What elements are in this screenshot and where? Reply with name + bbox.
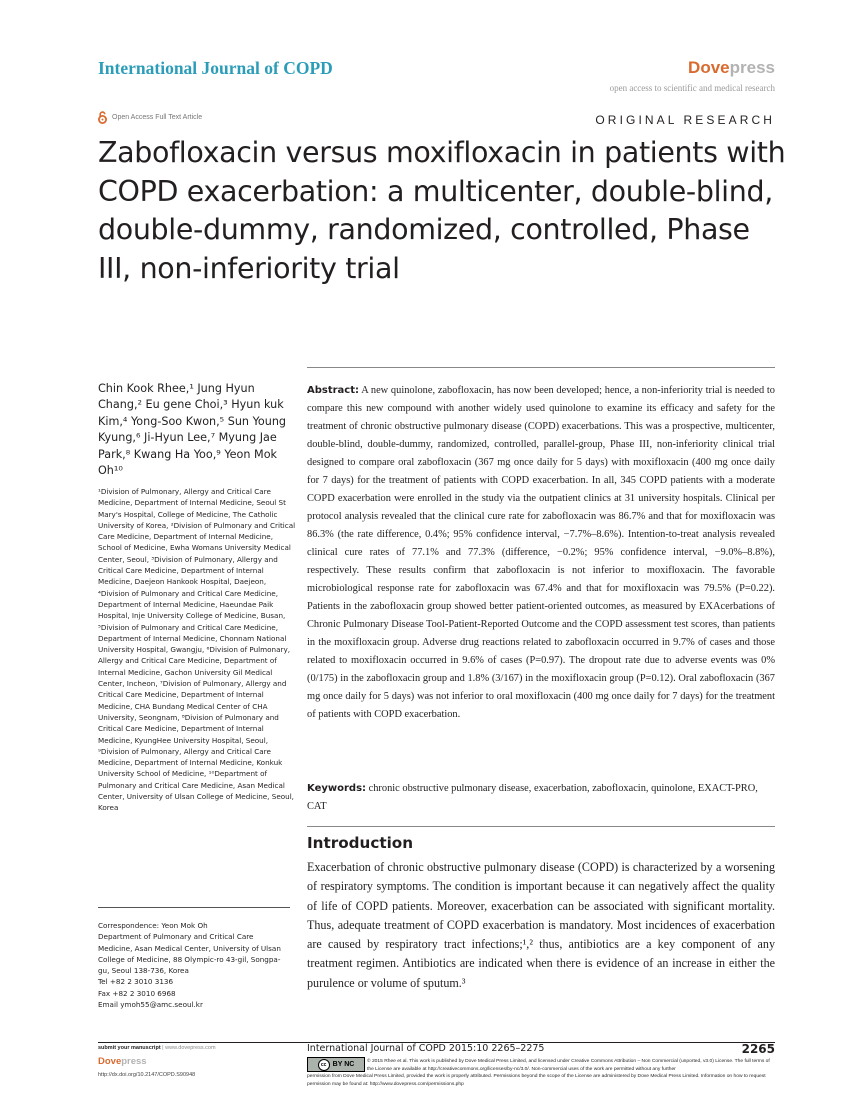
open-access-badge bbox=[98, 111, 202, 124]
divider-correspondence bbox=[98, 907, 290, 908]
abstract-label: Abstract: bbox=[307, 385, 360, 396]
page-number: 2265 bbox=[741, 1042, 775, 1056]
submit-label[interactable]: submit your manuscript bbox=[98, 1045, 161, 1051]
article-type: ORIGINAL RESEARCH bbox=[595, 113, 775, 127]
article-title: Zabofloxacin versus moxifloxacin in patients with COPD exacerbation: a multicenter, double-blind, double-dummy, randomized, controlled, Phase III, non-inferiority trial bbox=[98, 136, 786, 285]
correspondence: Correspondence: Yeon Mok Oh Department of Pulmonary and Critical Care Medicine, Asan Medical Center, University of Ulsan College of Medicine, 88 Olympic-ro 43-gil, Songpa-gu, Seoul 138-736, Korea Tel +82 2 3010 3136 Fax +82 2 3010 6968 Email ymoh55@amc.seoul.kr bbox=[98, 921, 281, 1010]
keywords-label: Keywords: bbox=[307, 783, 367, 794]
journal-name: International Journal of COPD bbox=[98, 58, 333, 78]
publisher-logo bbox=[688, 58, 775, 78]
license-text-continued: permission from Dove Medical Press Limited, provided the work is properly attributed. Permissions beyond the scope of the License are administered by Dove Medical Press Limited. Information on how to request permission may be found at: http://www.dovepress.com/permissions.php bbox=[307, 1074, 766, 1087]
divider-intro bbox=[307, 826, 775, 827]
intro-text: Exacerbation of chronic obstructive pulmonary disease (COPD) is characterized by a worsening of respiratory symptoms. The condition is important because it can negatively affect the quality of life of COPD patients. Moreover, exacerbation can be associated with significant mortality. Thus, adequate treatment of COPD exacerbation is mandatory. Most incidences of exacerbation are caused by respiratory tract infections;¹,² thus, antibiotics are a key component of any treatment regimen. Antibiotics are indicated when there is evidence of an increase in either the purulence or volume of sputum.³ bbox=[307, 860, 775, 990]
footer-logo-part1: Dove bbox=[98, 1056, 122, 1067]
cc-badge-label: BY NC bbox=[332, 1061, 355, 1068]
keywords bbox=[307, 780, 775, 816]
abstract bbox=[307, 382, 775, 724]
cc-license-badge[interactable] bbox=[307, 1057, 365, 1072]
submit-url[interactable]: | www.dovepress.com bbox=[160, 1045, 216, 1051]
intro-heading: Introduction bbox=[307, 834, 414, 852]
publisher-logo-part2: press bbox=[729, 58, 775, 77]
citation: International Journal of COPD 2015:10 2265–2275 bbox=[307, 1043, 545, 1054]
license-text: © 2015 Rhee et al. This work is published by Dove Medical Press Limited, and licensed under Creative Commons Attribution – Non Commercial (unported, v3.0) License. The full terms of the License are available at http://creativecommons.org/licenses/by-nc/3.0/. Non-commercial uses of the work are permitted without any further bbox=[367, 1059, 770, 1072]
publisher-tagline: open access to scientific and medical research bbox=[609, 83, 775, 93]
publisher-logo-part1: Dove bbox=[688, 58, 730, 77]
affiliations: ¹Division of Pulmonary, Allergy and Critical Care Medicine, Department of Internal Medicine, Seoul St Mary's Hospital, College of Medicine, The Catholic University of Korea, ²Division of Pulmonary and Critical Care Medicine, Department of Internal Medicine, School of Medicine, Ewha Womans University Medical Center, Seoul, ³Division of Pulmonary, Allergy and Critical Care Medicine, Department of Internal Medicine, Daejeon Hankook Hospital, Daejeon, ⁴Division of Pulmonary and Critical Care Medicine, Department of Internal Medicine, Haeundae Paik Hospital, Inje University College of Medicine, Busan, ⁵Division of Pulmonary and Critical Care Medicine, Department of Internal Medicine, Chonnam National University Hospital, Gwangju, ⁶Division of Pulmonary, Allergy and Critical Care Medicine, Department of Internal Medicine, Gachon University Gil Medical Center, Incheon, ⁷Division of Pulmonary, Allergy and Critical Care Medicine, Department of Internal Medicine, CHA Bundang Medical Center of CHA University, Seongnam, ⁸Division of Pulmonary and Critical Care Medicine, Department of Internal Medicine, KyungHee University Hospital, Seoul, ⁹Division of Pulmonary, Allergy and Critical Care Medicine, Department of Internal Medicine, Konkuk University School of Medicine, ¹⁰Department of Pulmonary and Critical Care Medicine, Asan Medical Center, University of Ulsan College of Medicine, Seoul, Korea bbox=[98, 487, 296, 813]
abstract-text: A new quinolone, zabofloxacin, has now been developed; hence, a non-inferiority trial is needed to compare this new compound with another widely used quinolone to examine its efficacy and safety for the treatment of chronic obstructive pulmonary disease (COPD) exacerbations. This was a prospective, multicenter, double-blind, double-dummy, randomized, controlled, parallel-group, Phase III, non-inferiority clinical trial designed to compare oral zabofloxacin (367 mg once daily for 5 days) with moxifloxacin (400 mg once daily for 7 days) for the treatment of patients with COPD exacerbation. In all, 345 COPD patients with a moderate COPD exacerbation were enrolled in the study via the outpatient clinics at 31 university hospitals. Clinical per protocol analysis revealed that the clinical cure rate for zabofloxacin was 86.7% and that for moxifloxacin was 86.3% (the rate difference, 0.4%; 95% confidence interval, −7.7%–8.6%). Intention-to-treat analysis revealed clinical cure rates of 77.1% and 77.3% (difference, −0.2%; 95% confidence interval, −9.0%–8.8%), respectively. These results confirm that zabofloxacin is not inferior to moxifloxacin. The favorable microbiological response rate for zabofloxacin was 67.4% and that for moxifloxacin was 79.5% (P=0.22). Patients in the zabofloxacin group showed better patient-oriented outcomes, as measured by EXAcerbations of Chronic Pulmonary Disease Tool-Patient-Reported Outcome and the COPD assessment test scores, than patients in the moxifloxacin group. Adverse drug reactions related to zabofloxacin occurred in 9.7% of cases and those related to moxifloxacin occurred in 9.6% of cases (P=0.97). The dropout rate due to adverse events was 0% (0/175) in the zabofloxacin group and 1.8% (3/167) in the moxifloxacin group (P=0.12). Oral zabofloxacin (367 mg once daily for 5 days) was not inferior to oral moxifloxacin (400 mg once daily for 7 days) for the treatment of patients with COPD exacerbation. bbox=[307, 385, 776, 720]
footer-publisher-logo bbox=[98, 1056, 147, 1067]
open-access-label: Open Access Full Text Article bbox=[112, 114, 203, 121]
divider-top bbox=[307, 367, 775, 368]
doi-link[interactable]: http://dx.doi.org/10.2147/COPD.S90948 bbox=[98, 1072, 196, 1078]
cc-icon: cc bbox=[318, 1059, 330, 1071]
author-list: Chin Kook Rhee,¹ Jung Hyun Chang,² Eu gene Choi,³ Hyun kuk Kim,⁴ Yong-Soo Kwon,⁵ Sun Young Kyung,⁶ Ji-Hyun Lee,⁷ Myung Jae Park,⁸ Kwang Ha Yoo,⁹ Yeon Mok Oh¹⁰ bbox=[98, 382, 287, 478]
keywords-text: chronic obstructive pulmonary disease, exacerbation, zabofloxacin, quinolone, EXACT-PRO, CAT bbox=[307, 783, 758, 812]
submit-manuscript-link[interactable] bbox=[98, 1045, 216, 1051]
open-lock-icon bbox=[98, 111, 107, 124]
footer-logo-part2: press bbox=[121, 1056, 147, 1067]
